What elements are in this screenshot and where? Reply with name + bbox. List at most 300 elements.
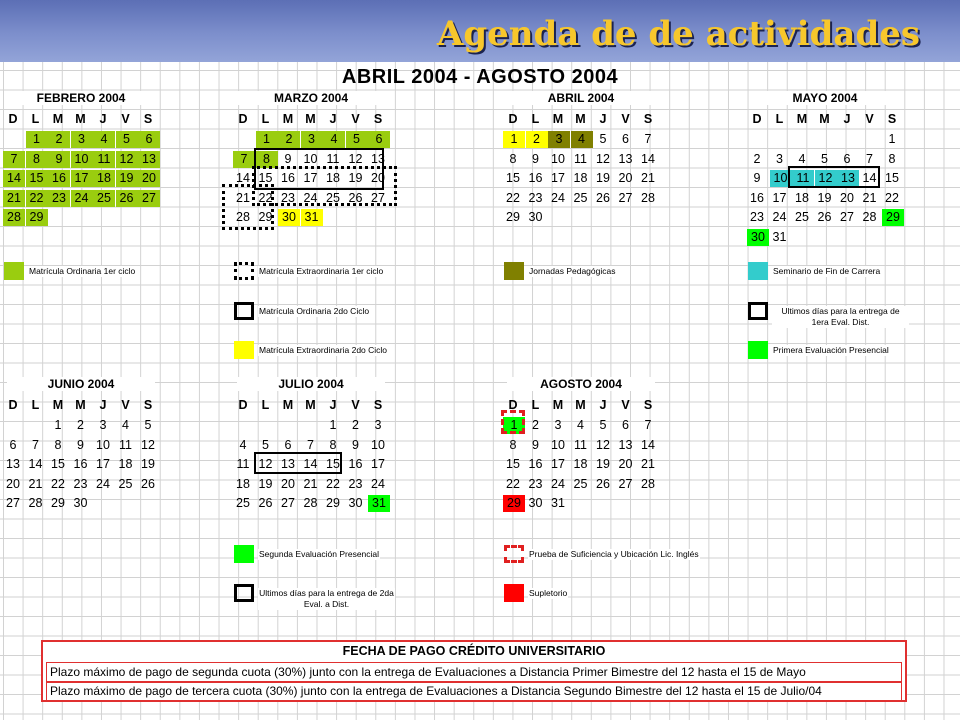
calendar-day: 28	[641, 190, 655, 205]
calendar-day: 20	[840, 190, 854, 205]
weekday-header: D	[508, 112, 518, 126]
calendar-day: 20	[138, 170, 160, 187]
calendar-day: 20	[281, 476, 295, 491]
calendar-day: 16	[73, 457, 88, 471]
weekday-header: J	[99, 112, 107, 126]
calendar-day: 11	[574, 437, 587, 452]
calendar-day: 26	[141, 476, 155, 491]
weekday-header: J	[599, 112, 607, 126]
calendar-day: 6	[843, 151, 851, 166]
calendar-day: 3	[99, 418, 107, 432]
leg-jornadas-swatch	[504, 262, 524, 280]
calendar-day: 7	[3, 151, 25, 168]
calendar-day: 22	[26, 190, 48, 207]
leg-ultimos-2-label: Ultimos días para la entrega de 2da Eval. a Dist.	[259, 588, 394, 609]
calendar-day: 17	[303, 171, 318, 185]
calendar-day: 12	[596, 437, 610, 452]
header-banner	[0, 0, 960, 62]
calendar-day: 30	[278, 209, 300, 226]
calendar-day: 15	[326, 457, 340, 471]
calendar-day: 23	[73, 476, 88, 491]
page-title: Agenda de de actividades	[436, 14, 920, 54]
calendar-day: 12	[258, 457, 273, 471]
leg-mat-extra-2-swatch	[234, 341, 254, 359]
calendar-day: 9	[352, 437, 359, 452]
calendar-day: 12	[815, 170, 837, 187]
leg-segunda-eval-label: Segunda Evaluación Presencial	[259, 549, 380, 559]
calendar-day: 27	[618, 190, 633, 205]
payment-title: FECHA DE PAGO CRÉDITO UNIVERSITARIO	[342, 644, 606, 658]
sheet-title: ABRIL 2004 - AGOSTO 2004	[341, 66, 619, 88]
calendar-day: 9	[77, 437, 84, 452]
calendar-day: 5	[599, 418, 607, 432]
calendar-day: 26	[258, 496, 273, 510]
calendar-day: 27	[138, 190, 160, 207]
leg-suficiencia-label: Prueba de Suficiencia y Ubicación Lic. Inglés	[529, 549, 699, 559]
calendar-day: 25	[573, 476, 588, 491]
weekday-header: L	[531, 398, 540, 412]
calendar-day: 11	[236, 457, 250, 471]
weekday-header: D	[238, 112, 248, 126]
calendar-day: 9	[753, 171, 761, 185]
calendar-day: 15	[885, 171, 899, 185]
calendar-day: 4	[577, 418, 584, 432]
calendar-day: 4	[323, 131, 345, 148]
calendar-day: 29	[258, 210, 273, 224]
calendar-day: 24	[96, 476, 110, 491]
month-title-mar: MARZO 2004	[237, 91, 385, 105]
calendar-day: 30	[747, 229, 769, 246]
weekday-header: D	[238, 398, 248, 412]
calendar-day: 31	[368, 495, 390, 512]
calendar-day: 15	[258, 171, 273, 185]
month-title-may: MAYO 2004	[751, 91, 899, 105]
weekday-header: M	[52, 112, 64, 126]
leg-ultimos-2-swatch	[234, 584, 254, 602]
calendar-day: 24	[551, 476, 565, 491]
calendar-day: 28	[303, 496, 318, 510]
weekday-header: S	[373, 112, 383, 126]
calendar-day: 2	[278, 131, 300, 148]
calendar-day: 13	[138, 151, 160, 168]
weekday-header: M	[305, 112, 316, 126]
calendar-day: 12	[348, 151, 363, 166]
calendar-day: 7	[644, 132, 652, 146]
calendar-day: 14	[641, 437, 655, 452]
weekday-header: D	[8, 112, 18, 126]
calendar-day: 8	[329, 437, 337, 452]
calendar-day: 22	[885, 190, 899, 205]
weekday-header: L	[261, 112, 270, 126]
calendar-day: 30	[73, 496, 88, 510]
calendar-day: 29	[506, 210, 520, 224]
weekday-header: M	[819, 112, 830, 126]
calendar-day: 14	[303, 457, 318, 471]
calendar-day: 15	[26, 170, 48, 187]
calendar-day: 26	[348, 190, 363, 205]
month-title-feb: FEBRERO 2004	[7, 91, 155, 105]
weekday-header: S	[887, 112, 897, 126]
calendar-day: 30	[348, 496, 363, 510]
leg-mat-ord-1-label: Matrícula Ordinaria 1er ciclo	[29, 266, 136, 276]
calendar-day: 27	[281, 496, 295, 510]
weekday-header: V	[865, 112, 874, 126]
calendar-day: 5	[821, 151, 828, 166]
calendar-day: 17	[772, 190, 787, 205]
weekday-header: L	[31, 112, 40, 126]
calendar-day: 14	[28, 457, 43, 471]
calendar-day: 18	[118, 457, 133, 471]
calendar-day: 23	[528, 190, 543, 205]
leg-ultimos-1-label: Ultimos días para la entrega de 1era Eval. Dist.	[772, 306, 909, 328]
weekday-header: M	[575, 112, 586, 126]
month-title-jun: JUNIO 2004	[7, 377, 155, 391]
month-title-jul: JULIO 2004	[237, 377, 385, 391]
weekday-header: M	[575, 398, 586, 412]
calendar-day: 26	[596, 476, 610, 491]
calendar-day: 24	[371, 476, 385, 491]
calendar-day: 7	[866, 151, 873, 166]
calendar-day: 8	[54, 437, 62, 452]
leg-mat-extra-2-label: Matrícula Extraordinaria 2do Ciclo	[259, 345, 388, 355]
calendar-day: 1	[329, 418, 337, 432]
calendar-day: 9	[532, 151, 539, 166]
calendar-day: 28	[28, 496, 43, 510]
calendar-day: 3	[71, 131, 93, 148]
calendar-day: 25	[573, 190, 588, 205]
leg-suficiencia-swatch	[504, 545, 524, 563]
calendar-day: 11	[119, 437, 132, 452]
calendar-day: 23	[528, 476, 543, 491]
calendar-day: 3	[554, 418, 562, 432]
calendar-day: 12	[141, 437, 155, 452]
calendar-day: 21	[3, 190, 25, 207]
calendar-day: 1	[256, 131, 278, 148]
calendar-day: 2	[352, 418, 359, 432]
weekday-header: V	[351, 398, 360, 412]
weekday-header: J	[329, 398, 337, 412]
leg-supletorio-label: Supletorio	[529, 588, 568, 598]
calendar-day: 8	[26, 151, 48, 168]
weekday-header: S	[143, 398, 153, 412]
calendar-day: 1	[503, 131, 525, 148]
calendar-day: 25	[93, 190, 115, 207]
weekday-header: L	[31, 398, 40, 412]
calendar-day: 25	[236, 496, 250, 510]
weekday-header: J	[843, 112, 851, 126]
calendar-day: 19	[141, 457, 155, 471]
calendar-day: 14	[862, 171, 877, 185]
calendar-day: 18	[573, 457, 588, 471]
calendar-day: 23	[750, 210, 764, 224]
weekday-header: L	[531, 112, 540, 126]
leg-segunda-eval-swatch	[234, 545, 254, 563]
weekday-header: J	[329, 112, 337, 126]
weekday-header: M	[75, 398, 86, 412]
calendar-day: 6	[622, 132, 629, 146]
calendar-day: 14	[641, 151, 655, 166]
leg-mat-ord-2-label: Matrícula Ordinaria 2do Ciclo	[259, 306, 370, 316]
calendar-day: 31	[551, 496, 565, 510]
calendar-day: 16	[528, 457, 543, 471]
calendar-day: 28	[236, 210, 250, 224]
calendar-day: 1	[888, 132, 896, 146]
calendar-day: 9	[48, 151, 70, 168]
calendar-day: 22	[506, 190, 520, 205]
calendar-day: 19	[817, 190, 832, 205]
calendar-day: 9	[532, 437, 539, 452]
weekday-header: D	[8, 398, 18, 412]
calendar-day: 3	[776, 151, 783, 166]
calendar-day: 1	[26, 131, 48, 148]
calendar-day: 17	[551, 457, 565, 471]
calendar-day: 28	[3, 209, 25, 226]
leg-jornadas-label: Jornadas Pedagógicas	[529, 266, 616, 276]
payment-box	[41, 640, 907, 702]
calendar-day: 4	[239, 437, 247, 452]
weekday-header: D	[752, 112, 762, 126]
weekday-header: M	[552, 112, 564, 126]
calendar-day: 24	[71, 190, 93, 207]
leg-mat-extra-1-swatch	[234, 262, 254, 280]
payment-line: Plazo máximo de pago de tercera cuota (30%) junto con la entrega de Evaluaciones a Distancia Segundo Bimestre del 12 hasta el 15 de Julio/04	[46, 681, 902, 702]
calendar-day: 17	[96, 457, 110, 471]
calendar-day: 20	[618, 171, 633, 185]
calendar-day: 12	[116, 151, 138, 168]
calendar-day: 25	[326, 190, 340, 205]
calendar-day: 5	[346, 131, 368, 148]
calendar-day: 10	[303, 151, 318, 166]
calendar-day: 10	[551, 151, 565, 166]
calendar-day: 10	[770, 170, 792, 187]
calendar-day: 5	[262, 437, 269, 452]
calendar-day: 13	[281, 457, 295, 471]
weekday-header: V	[121, 398, 130, 412]
leg-primera-eval-swatch	[748, 341, 768, 359]
calendar-day: 31	[301, 209, 323, 226]
weekday-header: M	[52, 398, 64, 412]
calendar-day: 8	[256, 151, 278, 168]
weekday-header: M	[282, 112, 294, 126]
calendar-day: 17	[551, 171, 565, 185]
calendar-day: 23	[48, 190, 70, 207]
leg-supletorio-swatch	[504, 584, 524, 602]
calendar-day: 16	[750, 190, 764, 205]
leg-mat-ord-2-swatch	[234, 302, 254, 320]
entrega-1era-eval-box	[788, 166, 880, 188]
calendar-day: 26	[116, 190, 138, 207]
calendar-day: 21	[236, 190, 250, 205]
calendar-day: 2	[48, 131, 70, 148]
calendar-day: 10	[96, 437, 110, 452]
calendar-day: 6	[284, 437, 292, 452]
calendar-day: 20	[6, 476, 20, 491]
weekday-header: M	[305, 398, 316, 412]
calendar-day: 15	[51, 457, 65, 471]
calendar-day: 19	[596, 457, 610, 471]
weekday-header: J	[599, 398, 607, 412]
calendar-day: 4	[798, 151, 806, 166]
calendar-day: 15	[506, 457, 520, 471]
calendar-day: 23	[348, 476, 363, 491]
calendar-day: 13	[371, 151, 385, 166]
calendar-day: 29	[503, 495, 525, 512]
month-title-ago: AGOSTO 2004	[507, 377, 655, 391]
calendar-day: 22	[51, 476, 65, 491]
calendar-day: 22	[326, 476, 340, 491]
leg-mat-extra-1-label: Matrícula Extraordinaria 1er ciclo	[259, 266, 384, 276]
calendar-day: 5	[116, 131, 138, 148]
calendar-day: 22	[506, 476, 520, 491]
calendar-day: 29	[51, 496, 65, 510]
calendar-day: 19	[348, 171, 363, 185]
weekday-header: J	[99, 398, 107, 412]
weekday-header: V	[121, 112, 130, 126]
calendar-day: 3	[374, 418, 382, 432]
calendar-day: 28	[862, 210, 877, 224]
month-title-abr: ABRIL 2004	[507, 91, 655, 105]
calendar-day: 2	[532, 418, 539, 432]
calendar-day: 9	[284, 151, 292, 166]
calendar-day: 16	[281, 171, 295, 185]
weekday-header: M	[282, 398, 294, 412]
calendar-day: 18	[573, 171, 588, 185]
calendar-day: 16	[48, 170, 70, 187]
calendar-day: 27	[371, 190, 385, 205]
calendar-day: 7	[307, 437, 314, 452]
calendar-day: 18	[326, 171, 340, 185]
calendar-day: 2	[77, 418, 84, 432]
calendar-day: 19	[596, 171, 610, 185]
weekday-header: L	[261, 398, 270, 412]
calendar-day: 14	[3, 170, 25, 187]
weekday-header: V	[621, 112, 630, 126]
calendar-day: 29	[326, 496, 340, 510]
calendar-day: 24	[772, 210, 787, 224]
calendar-day: 19	[116, 170, 138, 187]
calendar-day: 28	[641, 476, 655, 491]
calendar-day: 8	[888, 151, 896, 166]
calendar-day: 13	[618, 151, 633, 166]
calendar-day: 27	[618, 476, 633, 491]
calendar-day: 29	[26, 209, 48, 226]
calendar-day: 26	[817, 210, 832, 224]
weekday-header: S	[373, 398, 383, 412]
calendar-day: 25	[118, 476, 133, 491]
suficiencia-ingles-box	[501, 410, 525, 434]
weekday-header: L	[775, 112, 784, 126]
calendar-day: 27	[6, 496, 20, 510]
weekday-header: S	[143, 112, 153, 126]
calendar-day: 24	[551, 190, 565, 205]
calendar-day: 21	[641, 457, 655, 471]
calendar-day: 27	[840, 210, 854, 224]
calendar-day: 1	[503, 417, 525, 434]
matricula-extra-1-box	[222, 184, 274, 230]
calendar-day: 20	[371, 171, 385, 185]
calendar-day: 30	[528, 210, 543, 224]
weekday-header: D	[508, 398, 518, 412]
calendar-day: 18	[93, 170, 115, 187]
calendar-day: 24	[303, 190, 318, 205]
leg-primera-eval-label: Primera Evaluación Presencial	[773, 345, 889, 355]
calendar-day: 21	[641, 171, 655, 185]
calendar-day: 7	[644, 418, 652, 432]
leg-seminario-label: Seminario de Fin de Carrera	[773, 266, 881, 276]
calendar-day: 11	[93, 151, 115, 168]
calendar-day: 19	[258, 476, 273, 491]
calendar-day: 14	[236, 171, 250, 185]
calendar-day: 8	[509, 437, 517, 452]
calendar-day: 16	[348, 457, 363, 471]
calendar-day: 4	[571, 131, 593, 148]
weekday-header: M	[552, 398, 564, 412]
calendar-day: 30	[528, 496, 543, 510]
calendar-day: 11	[574, 151, 587, 166]
calendar-day: 4	[93, 131, 115, 148]
weekday-header: V	[621, 398, 630, 412]
calendar-day: 5	[144, 418, 152, 432]
calendar-day: 10	[371, 437, 385, 452]
calendar-day: 8	[509, 151, 517, 166]
calendar-day: 26	[596, 190, 610, 205]
calendar-day: 23	[281, 190, 295, 205]
calendar-day: 6	[138, 131, 160, 148]
calendar-day: 31	[772, 229, 787, 244]
calendar-day: 10	[551, 437, 565, 452]
calendar-day: 22	[258, 190, 273, 205]
calendar-day: 18	[236, 476, 250, 491]
calendar-day: 6	[622, 418, 629, 432]
calendar-day: 3	[301, 131, 323, 148]
weekday-header: V	[351, 112, 360, 126]
calendar-day: 21	[303, 476, 318, 491]
calendar-day: 4	[122, 418, 129, 432]
leg-ultimos-1-swatch	[748, 302, 768, 320]
calendar-day: 3	[548, 131, 570, 148]
calendar-day: 17	[371, 457, 385, 471]
calendar-day: 13	[618, 437, 633, 452]
calendar-day: 13	[6, 457, 20, 471]
calendar-day: 5	[599, 132, 607, 146]
calendar-day: 15	[506, 171, 520, 185]
payment-line: Plazo máximo de pago de segunda cuota (30%) junto con la entrega de Evaluaciones a Distancia Primer Bimestre del 12 hasta el 15 de Mayo	[46, 662, 902, 683]
calendar-day: 20	[618, 457, 633, 471]
calendar-day: 12	[596, 151, 610, 166]
calendar-day: 2	[526, 131, 548, 148]
calendar-day: 16	[528, 171, 543, 185]
calendar-day: 21	[862, 190, 877, 205]
calendar-day: 6	[9, 437, 17, 452]
weekday-header: S	[643, 398, 653, 412]
leg-seminario-swatch	[748, 262, 768, 280]
calendar-day: 11	[326, 151, 340, 166]
calendar-day: 18	[795, 190, 809, 205]
calendar-day: 7	[32, 437, 39, 452]
calendar-day: 29	[882, 209, 904, 226]
calendar-day: 6	[368, 131, 390, 148]
weekday-header: M	[75, 112, 86, 126]
calendar-day: 25	[795, 210, 809, 224]
calendar-day: 10	[71, 151, 93, 168]
calendar-day: 11	[792, 170, 814, 187]
entrega-2da-eval-box	[254, 452, 342, 474]
weekday-header: S	[643, 112, 653, 126]
calendar-day: 17	[71, 170, 93, 187]
calendar-day: 13	[837, 170, 859, 187]
weekday-header: M	[796, 112, 808, 126]
calendar-day: 7	[233, 151, 255, 168]
